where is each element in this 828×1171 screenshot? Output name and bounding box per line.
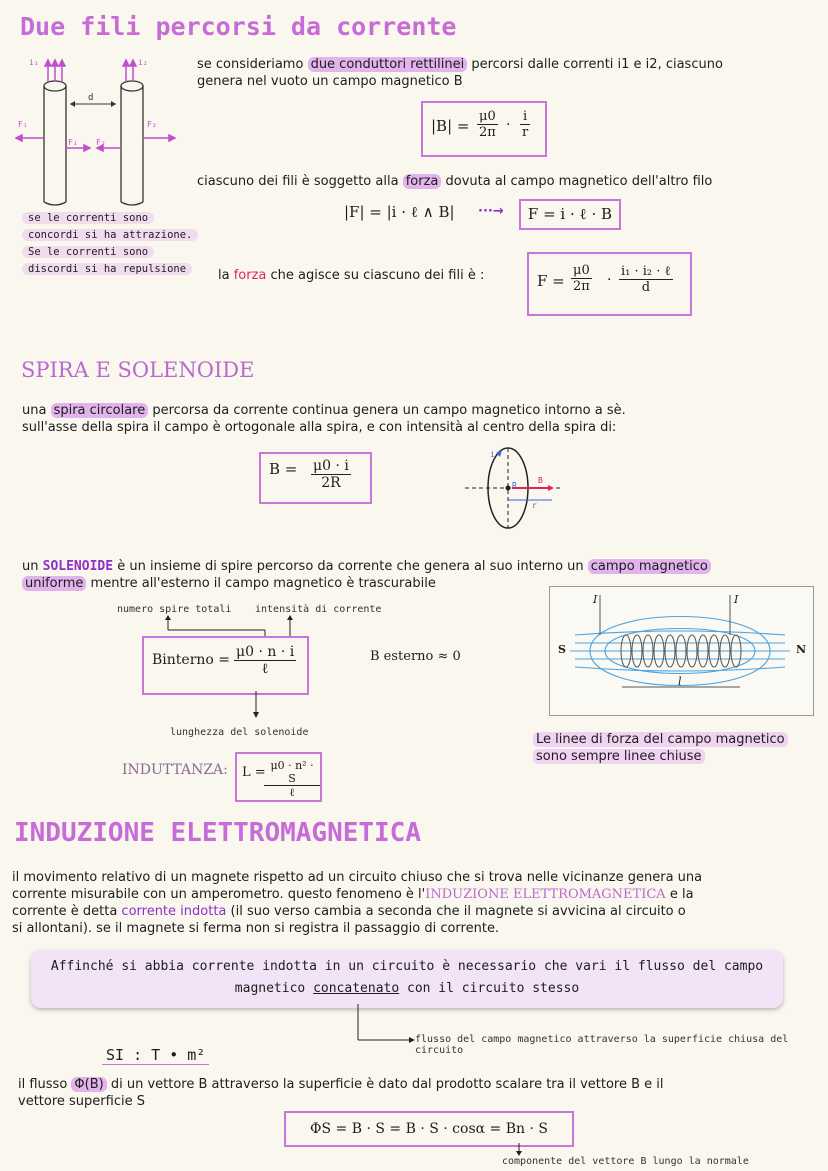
paragraph-fili-1: se consideriamo due conduttori rettilinei percorsi dalle correnti i1 e i2, ciascuno genera nel vuoto un campo magnetico B bbox=[197, 57, 723, 89]
paragraph-spira: una spira circolare percorsa da corrente continua genera un campo magnetico intorno a sè. sull'asse della spira il campo è ortogonale alla spira, e con intensità al centro della spira di: bbox=[22, 403, 626, 435]
pointer-bn bbox=[513, 1143, 525, 1157]
solenoid-label-l: l bbox=[678, 675, 682, 688]
solenoid-label-I1: I bbox=[593, 593, 598, 606]
loop-label-R: R bbox=[512, 481, 517, 490]
formula-box-F: F = i · ℓ · B bbox=[519, 199, 621, 230]
wires-diagram bbox=[10, 52, 185, 212]
loop-label-r: r bbox=[532, 501, 537, 510]
note-flusso: flusso del campo magnetico attraverso la superficie chiusa del circuito bbox=[415, 1034, 789, 1056]
label-d: d bbox=[88, 93, 94, 103]
pointer-lunghezza bbox=[250, 691, 262, 719]
formula-box-flusso: ΦS = B · S = B · S · cosα = Bn · S bbox=[284, 1111, 574, 1147]
label-F21: F₁ bbox=[68, 138, 78, 147]
pointer-concatenato bbox=[352, 1004, 417, 1046]
formula-B-esterno: B esterno ≈ 0 bbox=[370, 649, 461, 664]
si-unit: SI : T • m² bbox=[102, 1046, 209, 1065]
label-F12: F₂ bbox=[96, 138, 106, 147]
solenoid-caption: Le linee di forza del campo magnetico sono sempre linee chiuse bbox=[533, 731, 788, 765]
label-numero-spire: numero spire totali bbox=[117, 604, 232, 615]
label-F1: F₁ bbox=[18, 120, 28, 129]
note-line: se le correnti sono bbox=[22, 212, 154, 224]
section-title-induzione: INDUZIONE ELETTROMAGNETICA bbox=[14, 818, 421, 848]
paragraph-induzione: il movimento relativo di un magnete rispetto ad un circuito chiuso che si trova nelle vicinanze genera una corrente misurabile con un amperometro. questo fenomeno è l'INDUZIONE ELETTROMAGNETICA e la corrente è detta corrente indotta (il suo verso cambia a seconda che il magnete si avvicina al circuito o si allontani). se il magnete si ferma non si registra il passaggio di corrente. bbox=[12, 870, 703, 936]
solenoid-figure bbox=[549, 586, 814, 716]
loop-label-B: B bbox=[538, 476, 543, 485]
note-line: Se le correnti sono bbox=[22, 246, 154, 258]
arrow-implies: ···→ bbox=[478, 204, 504, 219]
label-induttanza: INDUTTANZA: bbox=[122, 762, 228, 778]
note-componente: componente del vettore B lungo la normale bbox=[502, 1156, 749, 1167]
formula-box-F-fili: F = $\frac{\mu 0}{2\pi}$ · i₁ · i₂ · ℓ d bbox=[527, 252, 692, 316]
paragraph-fili-3: la forza che agisce su ciascuno dei fili è : bbox=[218, 268, 485, 283]
label-i2: i₂ bbox=[138, 58, 148, 67]
paragraph-fili-2: ciascuno dei fili è soggetto alla forza dovuta al campo magnetico dell'altro filo bbox=[197, 174, 713, 189]
loop-label-i: i bbox=[490, 450, 495, 459]
label-i1: i₁ bbox=[29, 58, 39, 67]
section-title-spira: SPIRA E SOLENOIDE bbox=[21, 358, 255, 382]
section-title-fili: Due fili percorsi da corrente bbox=[20, 12, 457, 41]
formula-F-vector: |F| = |i · ℓ ∧ B| bbox=[344, 203, 455, 221]
formula-box-induttanza: L = μ0 · n² · S ℓ bbox=[235, 752, 322, 802]
solenoid-label-N: N bbox=[796, 643, 807, 656]
label-lunghezza: lunghezza del solenoide bbox=[170, 727, 309, 738]
solenoid-label-I2: I bbox=[734, 593, 739, 606]
note-line: discordi si ha repulsione bbox=[22, 263, 192, 275]
solenoid-label-S: S bbox=[558, 643, 566, 656]
formula-box-B-interno: Binterno = μ0 · n · i ℓ bbox=[142, 636, 309, 695]
formula-box-B: |B| = $\frac{\mu 0}{2\pi}$ · $\frac{i}{r}$ bbox=[421, 101, 547, 157]
paragraph-solenoide: un SOLENOIDE è un insieme di spire percorso da corrente che genera al suo interno un campo magnetico uniforme mentre all'esterno il campo magnetico è trascurabile bbox=[22, 558, 817, 592]
formula-box-spira: B = $\frac{\mu 0 \cdot i}{2R}$ bbox=[259, 452, 372, 504]
loop-diagram bbox=[460, 445, 570, 535]
paragraph-flusso: il flusso Φ(B) di un vettore B attraverso la superficie è dato dal prodotto scalare tra il vettore B e il vettore superficie S bbox=[18, 1077, 664, 1109]
note-line: concordi si ha attrazione. bbox=[22, 229, 198, 241]
induzione-rule-box: Affinché si abbia corrente indotta in un circuito è necessario che vari il flusso del campo magnetico concatenato con il circuito stesso bbox=[31, 950, 783, 1008]
label-intensita: intensità di corrente bbox=[255, 604, 382, 615]
label-F2: F₂ bbox=[147, 120, 157, 129]
